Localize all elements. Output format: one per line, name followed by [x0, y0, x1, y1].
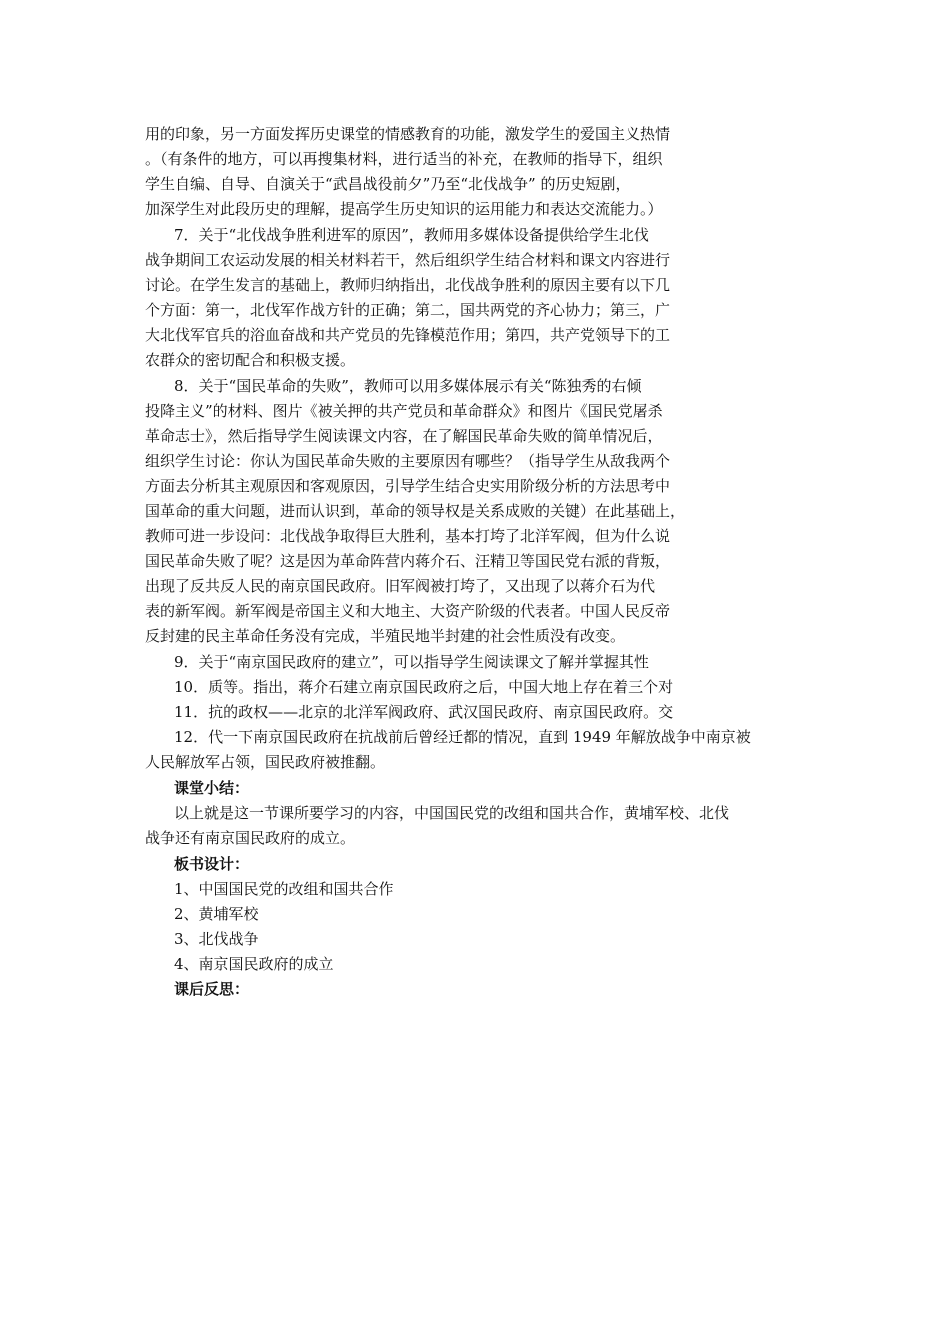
paragraph-line: 7．关于“北伐战争胜利进军的原因”，教师用多媒体设备提供给学生北伐: [174, 226, 649, 244]
paragraph-line: 教师可进一步设问：北伐战争取得巨大胜利，基本打垮了北洋军阀，但为什么说: [145, 527, 671, 545]
section-heading-reflection: 课后反思：: [174, 980, 250, 998]
paragraph-line: 9．关于“南京国民政府的建立”，可以指导学生阅读课文了解并掌握其性: [174, 653, 649, 671]
paragraph-line: 投降主义”的材料、图片《被关押的共产党员和革命群众》和图片《国民党屠杀: [145, 402, 663, 420]
paragraph-line: 战争期间工农运动发展的相关材料若干，然后组织学生结合材料和课文内容进行: [145, 251, 671, 269]
paragraph-line: 人民解放军占领，国民政府被推翻。: [145, 753, 386, 771]
section-heading-board-design: 板书设计：: [174, 855, 250, 873]
paragraph-line: 战争还有南京国民政府的成立。: [145, 829, 356, 847]
paragraph-line: 国革命的重大问题，进而认识到，革命的领导权是关系成败的关键）在此基础上，: [145, 502, 686, 520]
paragraph-line: 国民革命失败了呢？这是因为革命阵营内蒋介石、汪精卫等国民党右派的背叛，: [145, 552, 671, 570]
paragraph-line: 组织学生讨论：你认为国民革命失败的主要原因有哪些？（指导学生从敌我两个: [145, 452, 671, 470]
paragraph-line: 大北伐军官兵的浴血奋战和共产党员的先锋模范作用；第四，共产党领导下的工: [145, 326, 671, 344]
paragraph-line: 农群众的密切配合和积极支援。: [145, 351, 356, 369]
paragraph-line: 反封建的民主革命任务没有完成，半殖民地半封建的社会性质没有改变。: [145, 627, 626, 645]
paragraph-line: 个方面：第一，北伐军作战方针的正确；第二，国共两党的齐心协力；第三，广: [145, 301, 671, 319]
paragraph-line: 出现了反共反人民的南京国民政府。旧军阀被打垮了，又出现了以蒋介石为代: [145, 577, 656, 595]
list-item: 1、中国国民党的改组和国共合作: [174, 880, 394, 898]
paragraph-line: 。（有条件的地方，可以再搜集材料，进行适当的补充，在教师的指导下，组织: [145, 150, 663, 168]
paragraph-line: 8．关于“国民革命的失败”，教师可以用多媒体展示有关“陈独秀的右倾: [174, 377, 642, 395]
paragraph-line: 加深学生对此段历史的理解，提高学生历史知识的运用能力和表达交流能力。）: [145, 200, 663, 218]
paragraph-line: 方面去分析其主观原因和客观原因，引导学生结合史实用阶级分析的方法思考中: [145, 477, 671, 495]
paragraph-line: 革命志士》，然后指导学生阅读课文内容，在了解国民革命失败的简单情况后，: [145, 427, 663, 445]
list-item: 4、南京国民政府的成立: [174, 955, 334, 973]
list-item: 3、北伐战争: [174, 930, 259, 948]
paragraph-line: 12．代一下南京国民政府在抗战前后曾经迁都的情况，直到 1949 年解放战争中南京被: [174, 728, 751, 746]
paragraph-line: 表的新军阀。新军阀是帝国主义和大地主、大资产阶级的代表者。中国人民反帝: [145, 602, 671, 620]
list-item: 2、黄埔军校: [174, 905, 259, 923]
paragraph-line: 10．质等。指出，蒋介石建立南京国民政府之后，中国大地上存在着三个对: [174, 678, 674, 696]
paragraph-line: 讨论。在学生发言的基础上，教师归纳指出，北伐战争胜利的原因主要有以下几: [145, 276, 671, 294]
paragraph-line: 以上就是这一节课所要学习的内容，中国国民党的改组和国共合作，黄埔军校、北伐: [174, 804, 730, 822]
paragraph-line: 11．抗的政权——北京的北洋军阀政府、武汉国民政府、南京国民政府。交: [174, 703, 674, 721]
section-heading-summary: 课堂小结：: [174, 779, 250, 797]
paragraph-line: 用的印象，另一方面发挥历史课堂的情感教育的功能，激发学生的爱国主义热情: [145, 125, 671, 143]
paragraph-line: 学生自编、自导、自演关于“武昌战役前夕”乃至“北伐战争” 的历史短剧，: [145, 175, 631, 193]
